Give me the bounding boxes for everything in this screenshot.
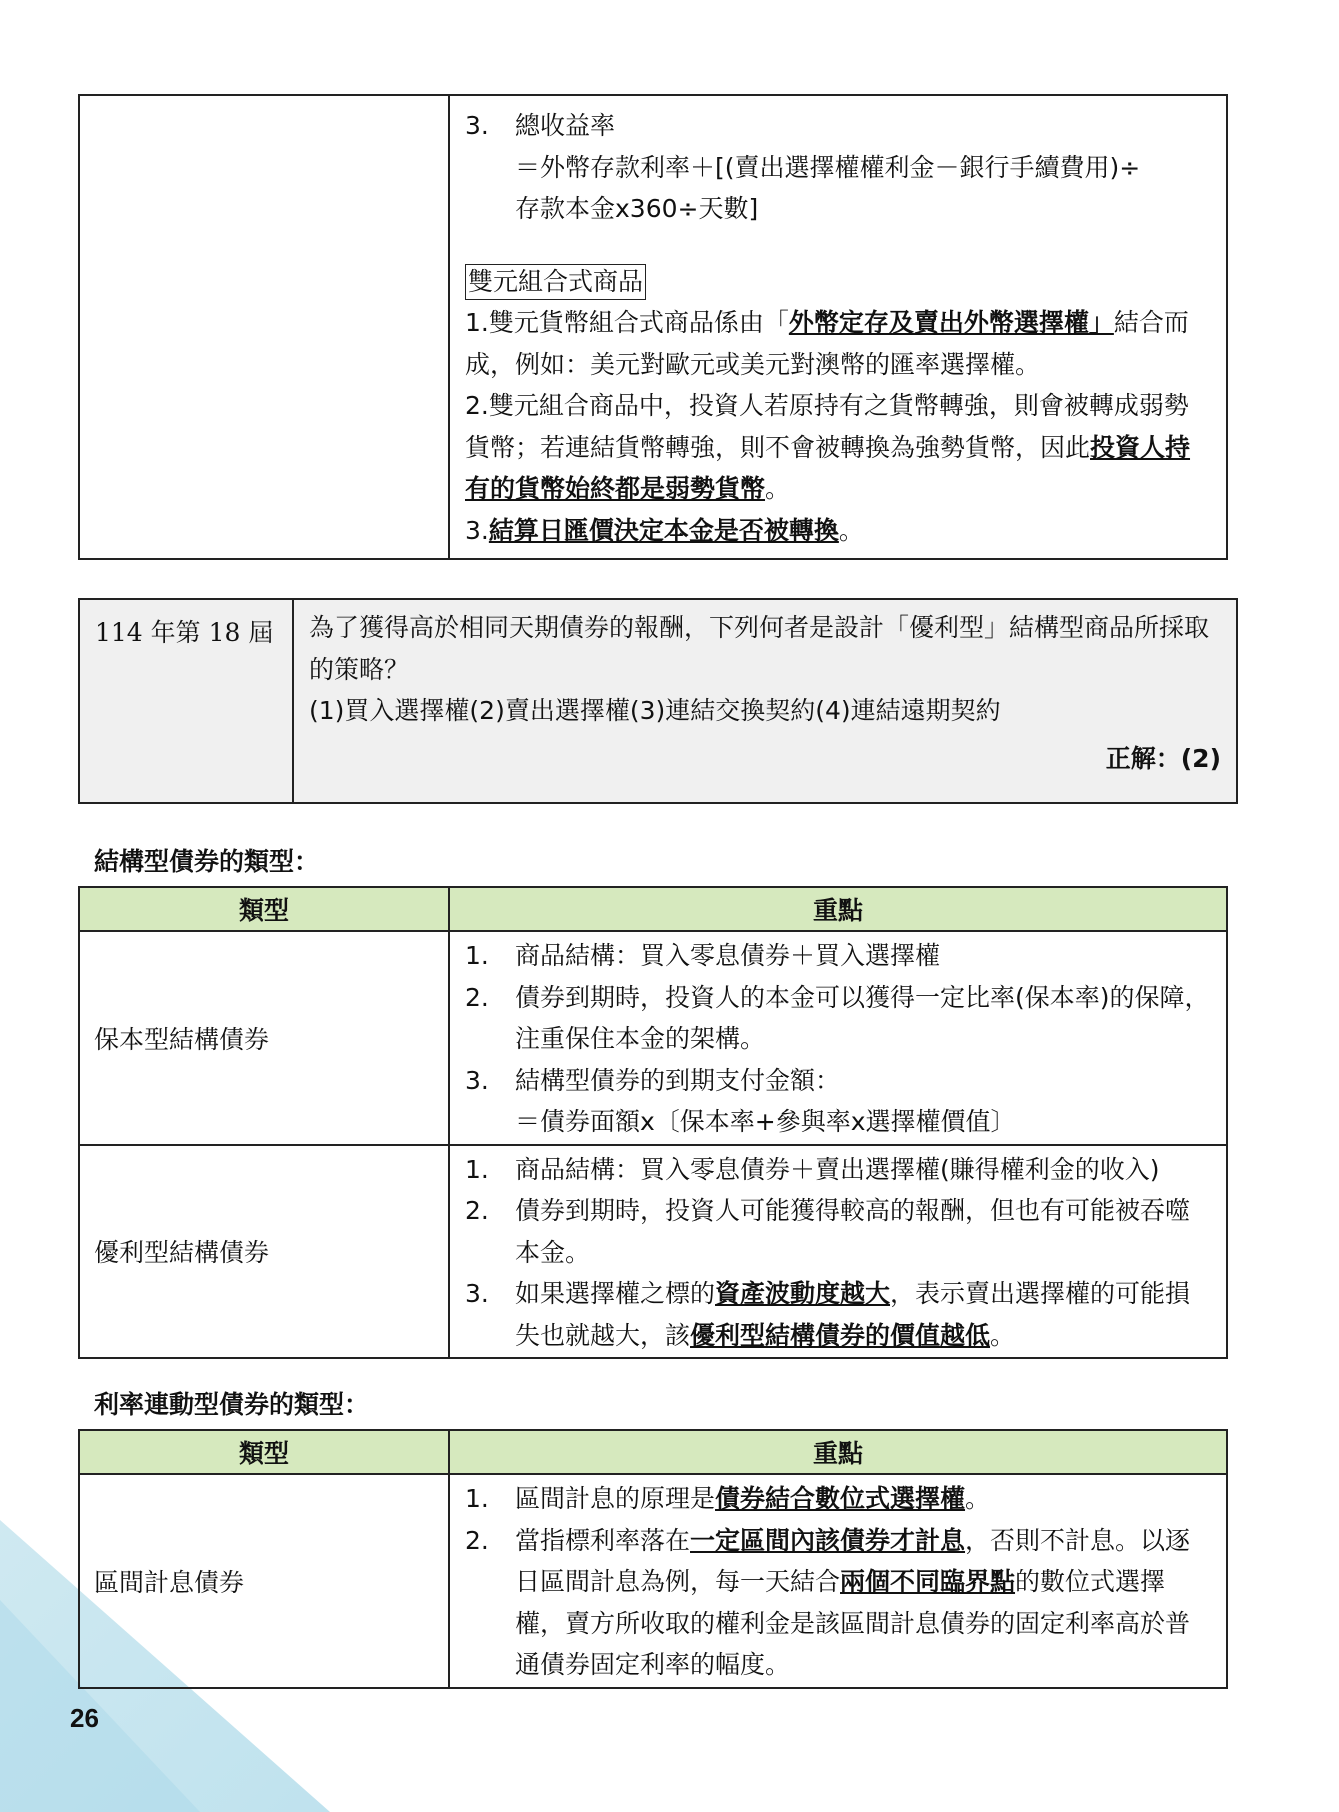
col-header-key: 重點 (449, 1430, 1227, 1474)
structured-bond-table (78, 886, 1228, 1359)
col-header-type: 類型 (79, 887, 449, 931)
exam-question: 為了獲得高於相同天期債券的報酬，下列何者是設計「優利型」結構型商品所採取的策略？ (309, 613, 1210, 684)
list-item: 債券到期時，投資人的本金可以獲得一定比率(保本率)的保障，注重保住本金的架構。 (515, 982, 1210, 1053)
row-type: 區間計息債券 (79, 1474, 449, 1688)
empty-cell (79, 95, 449, 559)
rate-linked-bond-table (78, 1429, 1228, 1689)
exam-options: (1)買入選擇權(2)賣出選擇權(3)連結交換契約(4)連結遠期契約 (309, 696, 1001, 725)
exam-year-cell (79, 599, 293, 803)
row-type: 優利型結構債券 (79, 1145, 449, 1359)
dual-point-3: 3.結算日匯價決定本金是否被轉換。 (465, 515, 864, 545)
item3-title: 總收益率 (515, 111, 616, 140)
list-item: 如果選擇權之標的資產波動度越大，表示賣出選擇權的可能損失也就越大，該優利型結構債券的價值越低。 (515, 1279, 1191, 1350)
section-heading-rate-linked: 利率連動型債券的類型： (94, 1390, 370, 1419)
dual-currency-table (78, 94, 1228, 560)
item3-formula-2: 存款本金x360÷天數] (515, 194, 759, 223)
list-item: 債券到期時，投資人可能獲得較高的報酬，但也有可能被吞噬本金。 (515, 1196, 1191, 1267)
table-row: 保本型結構債券 1. 商品結構：買入零息債券＋買入選擇權 2. 債券到期時，投資人的本金可以獲得一定比率(保本率)的保障，注重保住本金的架構。 3. 結構型債券的到期支付金額： ＝債券面額x〔保本率+參與率x選擇權價值〕 (79, 931, 1227, 1145)
exam-question-cell (293, 599, 1237, 803)
col-header-key: 重點 (449, 887, 1227, 931)
row-type: 保本型結構債券 (79, 931, 449, 1145)
exam-question-box (78, 598, 1238, 804)
dual-point-2: 2.雙元組合商品中，投資人若原持有之貨幣轉強，則會被轉成弱勢貨幣；若連結貨幣轉強，則不會被轉換為強勢貨幣，因此投資人持有的貨幣始終都是弱勢貨幣。 (465, 391, 1191, 503)
table-row: 區間計息債券 1. 區間計息的原理是債券結合數位式選擇權。 2. 當指標利率落在一定區間內該債券才計息，否則不計息。以逐日區間計息為例，每一天結合兩個不同臨界點的數位式選擇權，賣方所收取的權利金是該區間計息債券的固定利率高於普通債券固定利率的幅度。 (79, 1474, 1227, 1688)
list-item: 區間計息的原理是債券結合數位式選擇權。 (515, 1484, 991, 1513)
exam-year: 114 年第 18 屆 (95, 618, 274, 647)
dual-currency-content (449, 95, 1227, 559)
payout-formula: ＝債券面額x〔保本率+參與率x選擇權價值〕 (515, 1107, 1016, 1136)
list-item: 結構型債券的到期支付金額： (515, 1065, 841, 1095)
list-item: 商品結構：買入零息債券＋賣出選擇權(賺得權利金的收入) (515, 1154, 1160, 1184)
item3-formula-1: ＝外幣存款利率＋[(賣出選擇權權利金－銀行手續費用)÷ (515, 152, 1141, 182)
exam-answer: 正解：(2) (1105, 743, 1221, 773)
dual-section-title: 雙元組合式商品 (465, 264, 646, 300)
page-number: 26 (70, 1703, 99, 1733)
item-number: 3. (465, 111, 489, 140)
list-item: 當指標利率落在一定區間內該債券才計息，否則不計息。以逐日區間計息為例，每一天結合兩個不同臨界點的數位式選擇權，賣方所收取的權利金是該區間計息債券的固定利率高於普通債券固定利率的幅度。 (515, 1525, 1191, 1679)
col-header-type: 類型 (79, 1430, 449, 1474)
section-heading-structured: 結構型債券的類型： (94, 847, 320, 876)
dual-point-1: 1.雙元貨幣組合式商品係由「外幣定存及賣出外幣選擇權」結合而成，例如：美元對歐元或美元對澳幣的匯率選擇權。 (465, 308, 1189, 379)
table-row: 優利型結構債券 1. 商品結構：買入零息債券＋賣出選擇權(賺得權利金的收入) 2. 債券到期時，投資人可能獲得較高的報酬，但也有可能被吞噬本金。 3. 如果選擇權之標的資產波動度越大，表示賣出選擇權的可能損失也就越大，該優利型結構債券的價值越低。 (79, 1145, 1227, 1359)
list-item: 商品結構：買入零息債券＋買入選擇權 (515, 941, 941, 970)
